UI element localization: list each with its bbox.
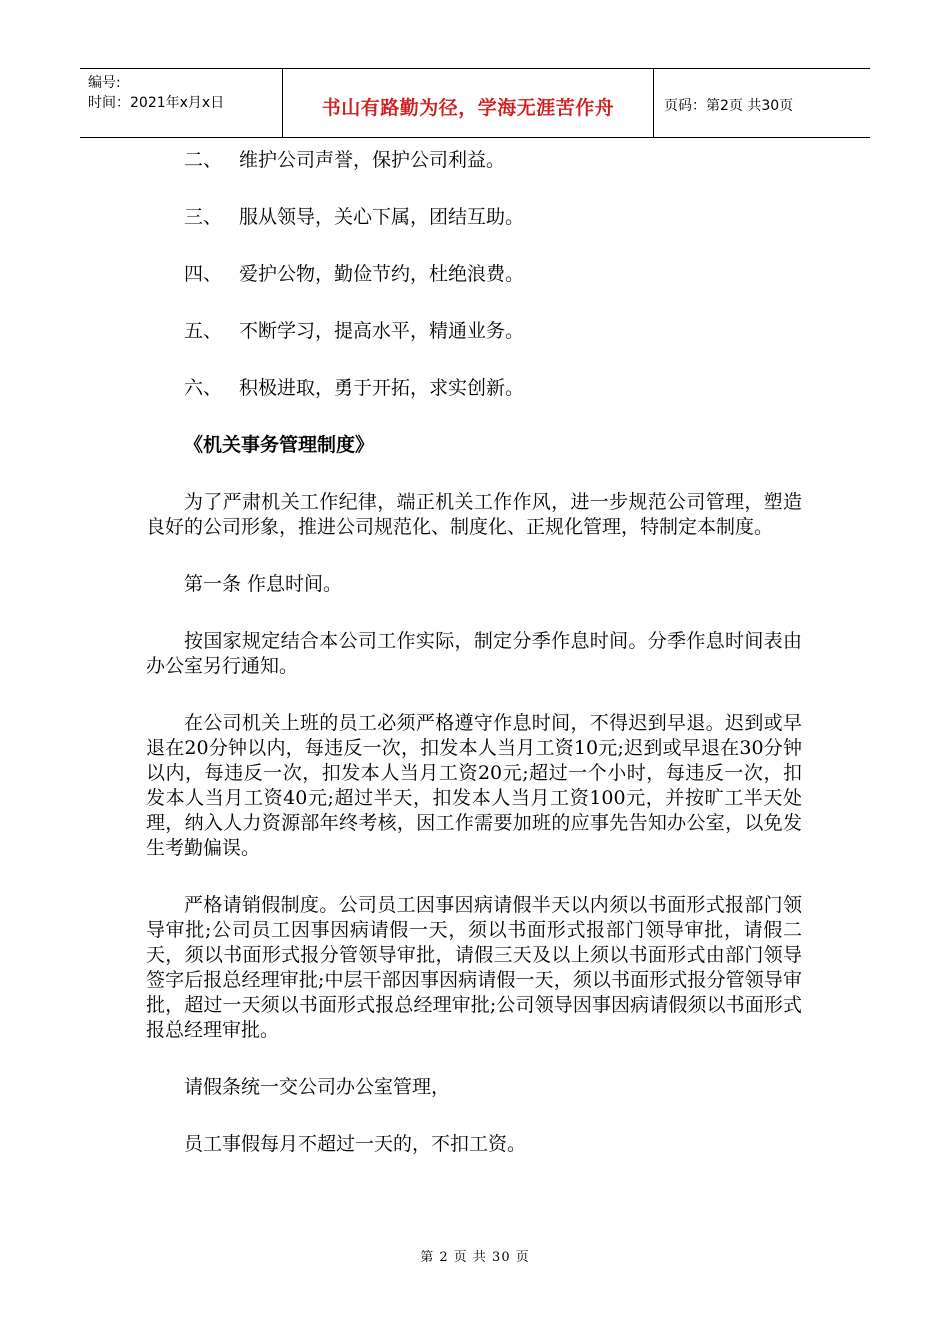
page-footer: 第 2 页 共 30 页: [420, 1250, 530, 1265]
header-page-info: 页码：第2页 共30页: [664, 98, 794, 114]
principle-item: [146, 319, 802, 344]
header-motto: 书山有路勤为径，学海无涯苦作舟: [321, 97, 615, 119]
article-title: 第一条 作息时间。: [184, 573, 343, 595]
principle-text: 爱护公物，勤俭节约，杜绝浪费。: [239, 263, 525, 285]
principle-item: [146, 376, 802, 401]
body-paragraph: 严格请销假制度。公司员工因事因病请假半天以内须以书面形式报部门领导审批;公司员工因事因病请假一天，须以书面形式报部门领导审批，请假二天，须以书面形式报分管领导审批，请假三天及以上须以书面形式由部门领导签字后报总经理审批;中层干部因事因病请假一天，须以书面形式报分管领导审批，超过一天须以书面形式报总经理审批;公司领导因事因病请假须以书面形式报总经理审批。: [146, 894, 802, 1041]
body-paragraph: 请假条统一交公司办公室管理，: [184, 1076, 451, 1098]
intro-paragraph: 为了严肃机关工作纪律，端正机关工作作风，进一步规范公司管理，塑造良好的公司形象，推进公司规范化、制度化、正规化管理，特制定本制度。: [146, 491, 802, 538]
principle-text: 不断学习，提高水平，精通业务。: [239, 320, 525, 342]
document-body: [146, 148, 802, 1189]
principle-number: 三、: [184, 206, 223, 228]
principle-item: [146, 205, 802, 230]
principle-text: 维护公司声誉，保护公司利益。: [239, 149, 506, 171]
principle-number: 五、: [184, 320, 223, 342]
page-header: [80, 68, 870, 138]
principle-text: 积极进取，勇于开拓，求实创新。: [239, 377, 525, 399]
body-paragraph: 按国家规定结合本公司工作实际，制定分季作息时间。分季作息时间表由办公室另行通知。: [146, 630, 802, 677]
principle-number: 二、: [184, 149, 223, 171]
header-page-cell: [654, 69, 870, 137]
document-date: 时间：2021年x月x日: [88, 95, 225, 111]
principle-item: [146, 262, 802, 287]
header-meta-cell: [80, 69, 282, 137]
principle-number: 六、: [184, 377, 223, 399]
document-number-label: 编号:: [88, 75, 121, 91]
principle-text: 服从领导，关心下属，团结互助。: [239, 206, 525, 228]
principle-item: [146, 148, 802, 173]
principle-number: 四、: [184, 263, 223, 285]
body-paragraph: 员工事假每月不超过一天的，不扣工资。: [184, 1133, 527, 1155]
section-title: 《机关事务管理制度》: [184, 434, 375, 456]
header-motto-cell: [282, 69, 654, 137]
body-paragraph: 在公司机关上班的员工必须严格遵守作息时间，不得迟到早退。迟到或早退在20分钟以内，每违反一次，扣发本人当月工资10元;迟到或早退在30分钟以内，每违反一次，扣发本人当月工资20元;超过一个小时，每违反一次，扣发本人当月工资40元;超过半天，扣发本人当月工资100元，并按旷工半天处理，纳入人力资源部年终考核，因工作需要加班的应事先告知办公室，以免发生考勤偏误。: [146, 712, 802, 859]
